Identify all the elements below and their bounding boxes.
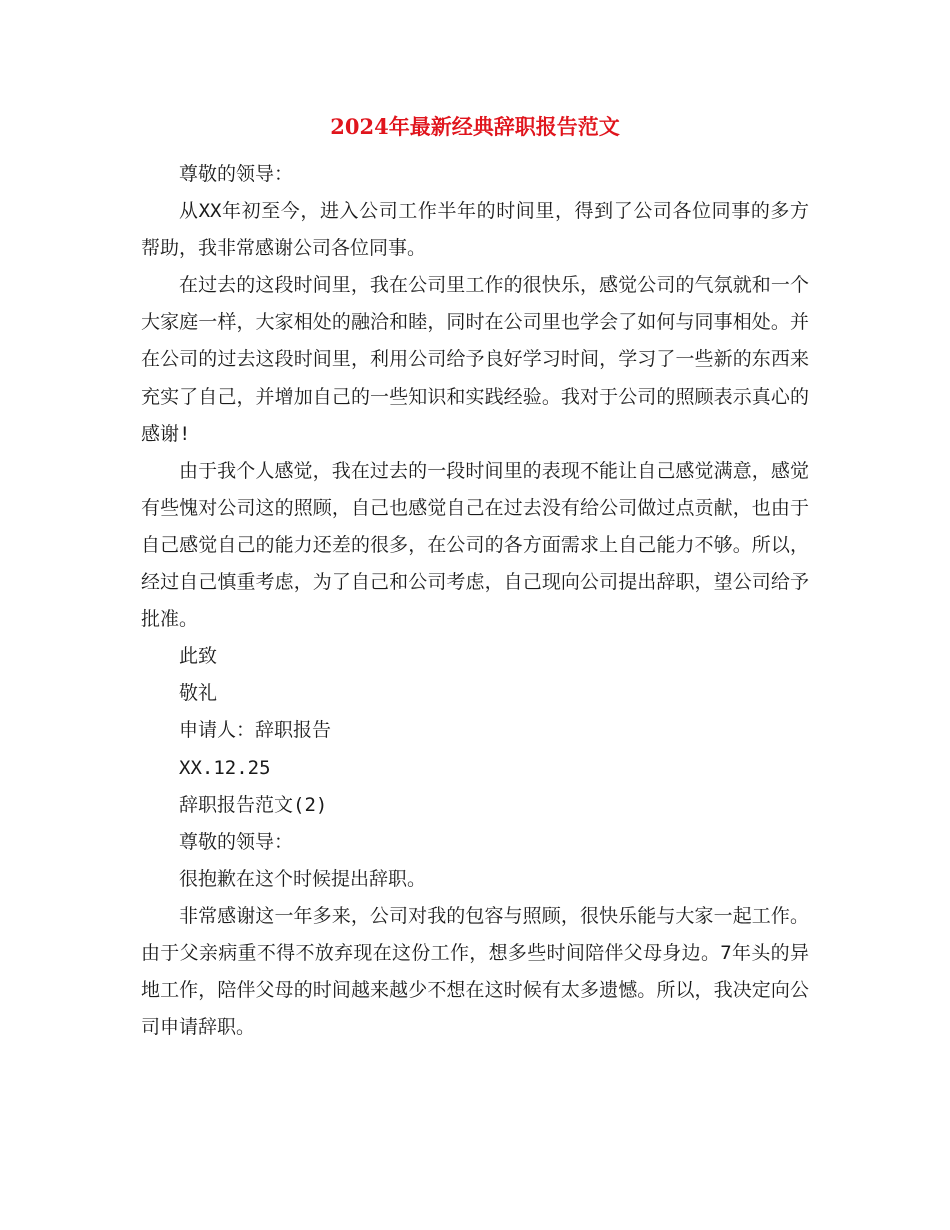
body-paragraph: 在过去的这段时间里，我在公司里工作的很快乐，感觉公司的气氛就和一个大家庭一样，大家相处的融洽和睦，同时在公司里也学会了如何与同事相处。并在公司的过去这段时间里，利用公司给予良好学习时间，学习了一些新的东西来充实了自己，并增加自己的一些知识和实践经验。我对于公司的照顾表示真心的感谢!	[141, 274, 809, 445]
closing-line: 此致	[179, 645, 218, 668]
body-paragraph: 很抱歉在这个时候提出辞职。	[179, 867, 427, 890]
salutation: 尊敬的领导：	[179, 163, 294, 185]
closing-regards: 敬礼	[179, 682, 218, 705]
body-paragraph: 非常感谢这一年多来，公司对我的包容与照顾，很快乐能与大家一起工作。由于父亲病重不得不放弃现在这份工作，想多些时间陪伴父母身边。7年头的异地工作，陪伴父母的时间越来越少不想在这时候有太多遗憾。所以，我决定向公司申请辞职。	[141, 904, 809, 1039]
body-paragraph: 由于我个人感觉，我在过去的一段时间里的表现不能让自己感觉满意，感觉有些愧对公司这的照顾，自己也感觉自己在过去没有给公司做过点贡献，也由于自己感觉自己的能力还差的很多，在公司的各方面需求上自己能力不够。所以，经过自己慎重考虑，为了自己和公司考虑，自己现向公司提出辞职，望公司给予批准。	[141, 459, 809, 631]
salutation: 尊敬的领导：	[179, 830, 294, 853]
body-paragraph: 从XX年初至今，进入公司工作半年的时间里，得到了公司各位同事的多方帮助，我非常感谢公司各位同事。	[141, 200, 809, 260]
document-body	[141, 156, 809, 1046]
section-heading: 辞职报告范文(2)	[179, 793, 328, 816]
applicant-line: 申请人：辞职报告	[179, 719, 332, 742]
document-title: 2024年最新经典辞职报告范文	[330, 114, 620, 139]
date-line: XX.12.25	[179, 756, 271, 779]
